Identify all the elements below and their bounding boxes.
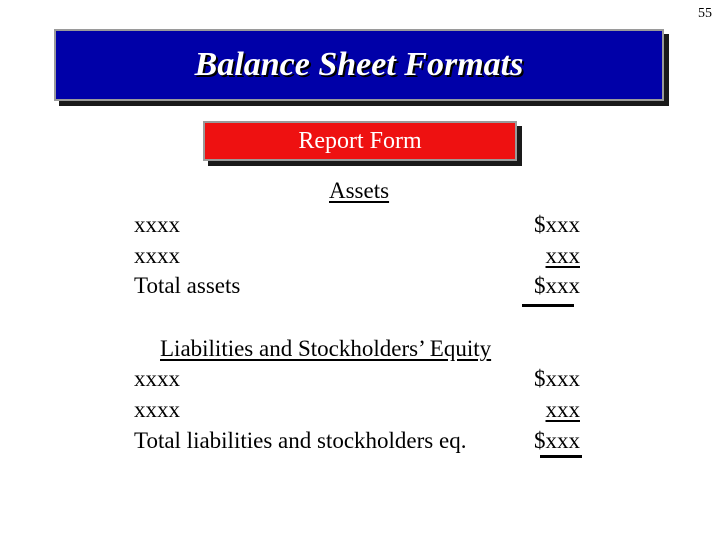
asset-total-amount: $xxx	[534, 273, 580, 298]
liability-row-2-label: xxxx	[134, 397, 180, 422]
page-number: 55	[698, 6, 712, 21]
liability-total-amount: $xxx	[534, 428, 580, 453]
liability-total-double-rule	[540, 455, 582, 458]
liability-total-label: Total liabilities and stockholders eq.	[134, 428, 467, 453]
slide-subtitle: Report Form	[298, 127, 422, 154]
liability-row-1-label: xxxx	[134, 366, 180, 391]
title-banner	[54, 29, 664, 101]
slide-title: Balance Sheet Formats	[194, 46, 524, 83]
asset-row-2-amount: xxx	[545, 243, 580, 268]
asset-total-double-rule	[522, 304, 574, 307]
asset-row-1-label: xxxx	[134, 212, 180, 237]
subtitle-box	[203, 121, 517, 161]
liability-row-1-amount: $xxx	[534, 366, 580, 391]
asset-row-1-amount: $xxx	[534, 212, 580, 237]
asset-total-label: Total assets	[134, 273, 241, 298]
liabilities-heading: Liabilities and Stockholders’ Equity	[160, 336, 492, 361]
asset-row-2-label: xxxx	[134, 243, 180, 268]
assets-heading: Assets	[329, 178, 390, 203]
liability-row-2-amount: xxx	[545, 397, 580, 422]
